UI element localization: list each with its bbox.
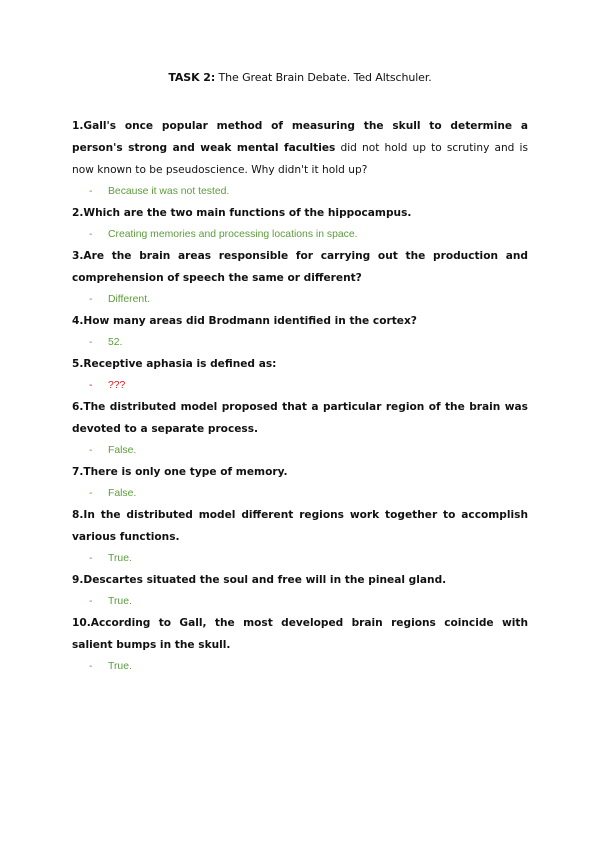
question-list: [72, 115, 528, 677]
question-4: [72, 310, 528, 332]
answer-5: [89, 375, 528, 396]
answer-7: [89, 483, 528, 504]
title-text: The Great Brain Debate. Ted Altschuler.: [215, 71, 432, 84]
answer-10: [89, 656, 528, 677]
answer-bullet: -: [89, 661, 93, 672]
question-10-bold: 10.According to Gall, the most developed brain regions coincide with salient bumps in the skull.: [72, 617, 528, 651]
question-3-bold: 3.Are the brain areas responsible for carrying out the production and comprehension of speech the same or different?: [72, 250, 528, 284]
question-9-bold: 9.Descartes situated the soul and free will in the pineal gland.: [72, 574, 447, 586]
question-3: [72, 245, 528, 289]
answer-1-text: Because it was not tested.: [108, 186, 230, 197]
answer-8: [89, 548, 528, 569]
answer-bullet: -: [89, 445, 93, 456]
answer-bullet: -: [89, 229, 93, 240]
question-1-rest: did not hold up to scrutiny and is now known to be pseudoscience. Why didn't it hold up?: [72, 142, 528, 176]
answer-4: [89, 332, 528, 353]
question-1: [72, 115, 528, 181]
answer-7-text: False.: [108, 488, 137, 499]
answer-bullet: -: [89, 380, 93, 391]
answer-9-text: True.: [108, 596, 132, 607]
answer-bullet: -: [89, 186, 93, 197]
answer-bullet: -: [89, 294, 93, 305]
answer-bullet: -: [89, 553, 93, 564]
question-4-bold: 4.How many areas did Brodmann identified in the cortex?: [72, 315, 417, 327]
answer-3-text: Different.: [108, 294, 150, 305]
question-10: [72, 612, 528, 656]
answer-6-text: False.: [108, 445, 137, 456]
question-7-bold: 7.There is only one type of memory.: [72, 466, 288, 478]
answer-2: [89, 224, 528, 245]
answer-9: [89, 591, 528, 612]
question-8-bold: 8.In the distributed model different regions work together to accomplish various functions.: [72, 509, 528, 543]
answer-1: [89, 181, 528, 202]
answer-bullet: -: [89, 596, 93, 607]
page-title: [0, 71, 600, 84]
question-9: [72, 569, 528, 591]
question-1-bold: 1.Gall's once popular method of measuring the skull to determine a person's strong and weak mental faculties: [72, 120, 528, 154]
answer-4-text: 52.: [108, 337, 123, 348]
question-7: [72, 461, 528, 483]
answer-10-text: True.: [108, 661, 132, 672]
question-8: [72, 504, 528, 548]
question-2-bold: 2.Which are the two main functions of the hippocampus.: [72, 207, 412, 219]
answer-3: [89, 289, 528, 310]
question-5: [72, 353, 528, 375]
answer-2-text: Creating memories and processing locations in space.: [108, 229, 358, 240]
answer-6: [89, 440, 528, 461]
answer-5-text: ???: [108, 380, 126, 391]
answer-8-text: True.: [108, 553, 132, 564]
question-6-bold: 6.The distributed model proposed that a particular region of the brain was devoted to a separate process.: [72, 401, 528, 435]
question-6: [72, 396, 528, 440]
answer-bullet: -: [89, 337, 93, 348]
title-task-label: TASK 2:: [168, 71, 216, 84]
question-5-bold: 5.Receptive aphasia is defined as:: [72, 358, 277, 370]
answer-bullet: -: [89, 488, 93, 499]
question-2: [72, 202, 528, 224]
